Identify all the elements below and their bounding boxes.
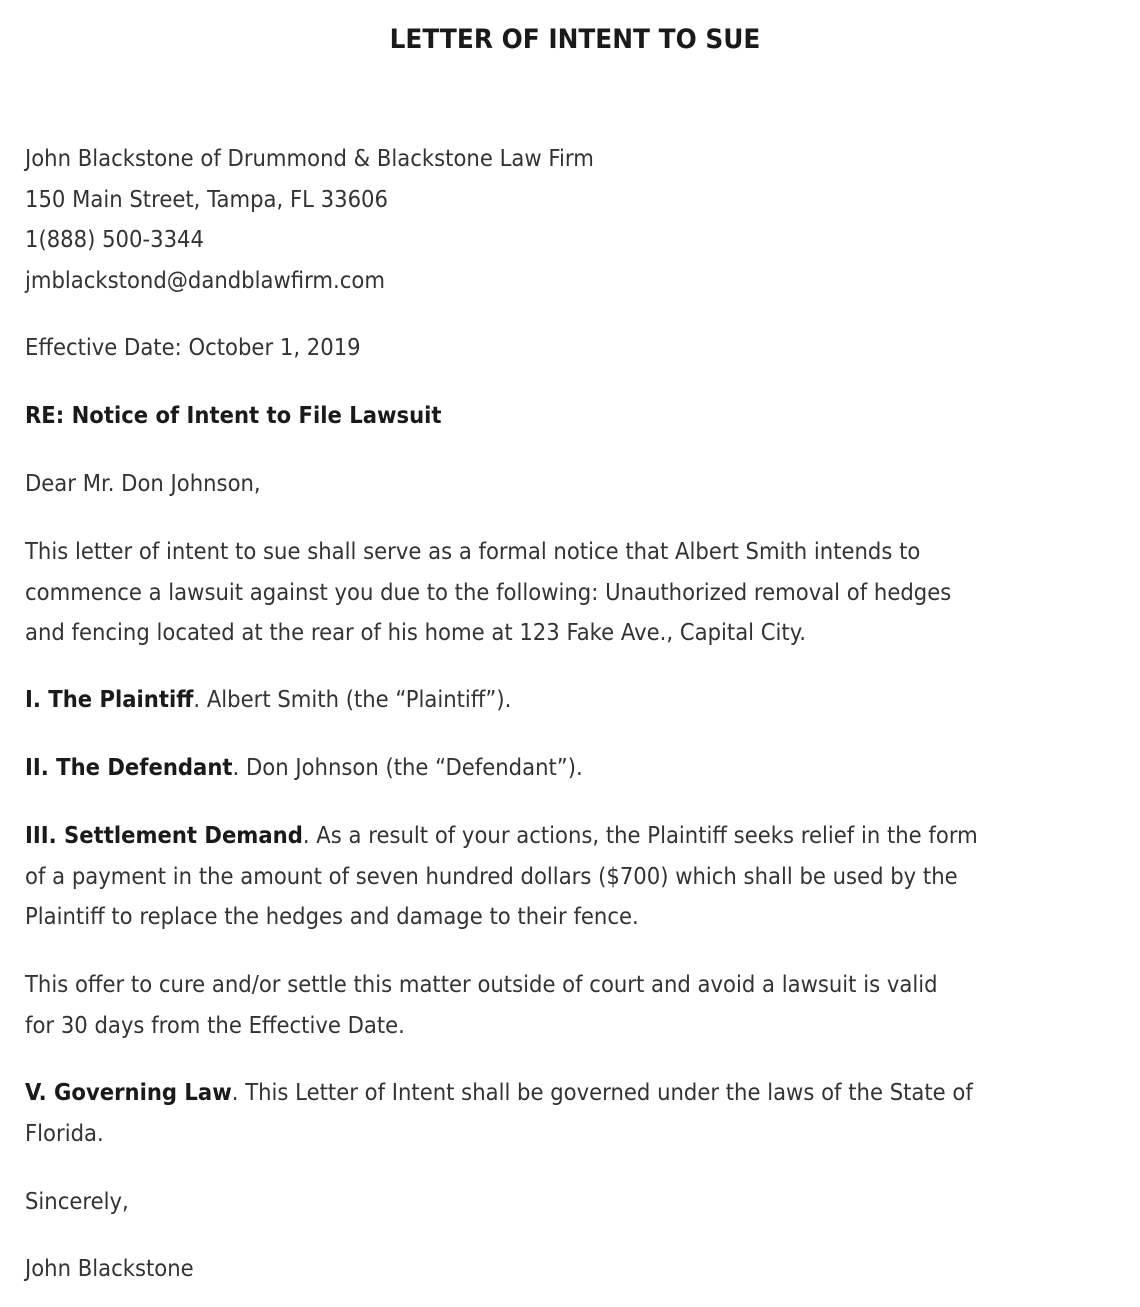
settlement-clause <box>25 816 1046 938</box>
plaintiff-clause <box>25 680 1046 721</box>
plaintiff-heading: I. The Plaintiff <box>25 687 194 713</box>
intro-line-3: and fencing located at the rear of his home at 123 Fake Ave., Capital City. <box>25 620 806 646</box>
signature-name: John Blackstone <box>25 1256 194 1282</box>
salutation: Dear Mr. Don Johnson, <box>25 471 261 497</box>
offer-line-2: for 30 days from the Effective Date. <box>25 1012 405 1039</box>
offer-line-1: This offer to cure and/or settle this matter outside of court and avoid a lawsuit is valid <box>25 972 938 998</box>
intro-line-2: commence a lawsuit against you due to the following: Unauthorized removal of hedges <box>25 579 952 606</box>
settlement-line-1: . As a result of your actions, the Plaintiff seeks relief in the form <box>302 823 978 849</box>
defendant-text: . Don Johnson (the “Defendant”). <box>232 755 583 781</box>
sender-phone: 1(888) 500-3344 <box>25 227 204 253</box>
sender-name-firm: John Blackstone of Drummond & Blackstone Law Firm <box>25 146 594 172</box>
governing-law-line-2: Florida. <box>25 1120 104 1147</box>
letter-title: LETTER OF INTENT TO SUE <box>389 24 761 55</box>
plaintiff-text: . Albert Smith (the “Plaintiff”). <box>193 687 512 713</box>
offer-paragraph <box>25 965 1046 1046</box>
settlement-line-2: of a payment in the amount of seven hundred dollars ($700) which shall be used by the <box>25 863 958 890</box>
sender-email: jmblackstond@dandblawfirm.com <box>25 267 385 294</box>
intro-paragraph <box>25 532 1046 654</box>
sender-address: 150 Main Street, Tampa, FL 33606 <box>25 186 388 213</box>
governing-law-line-1: . This Letter of Intent shall be governed under the laws of the State of <box>231 1080 973 1106</box>
re-line: RE: Notice of Intent to File Lawsuit <box>25 403 442 429</box>
defendant-clause <box>25 748 1046 789</box>
sender-block <box>25 139 1046 301</box>
settlement-line-3: Plaintiff to replace the hedges and damage to their fence. <box>25 904 639 930</box>
intro-line-1: This letter of intent to sue shall serve as a formal notice that Albert Smith intends to <box>25 539 921 565</box>
closing: Sincerely, <box>25 1189 129 1215</box>
effective-date: Effective Date: October 1, 2019 <box>25 335 361 361</box>
defendant-heading: II. The Defendant <box>25 755 233 781</box>
settlement-heading: III. Settlement Demand <box>25 823 303 849</box>
governing-law-heading: V. Governing Law <box>25 1080 232 1106</box>
governing-law-clause <box>25 1073 1046 1154</box>
